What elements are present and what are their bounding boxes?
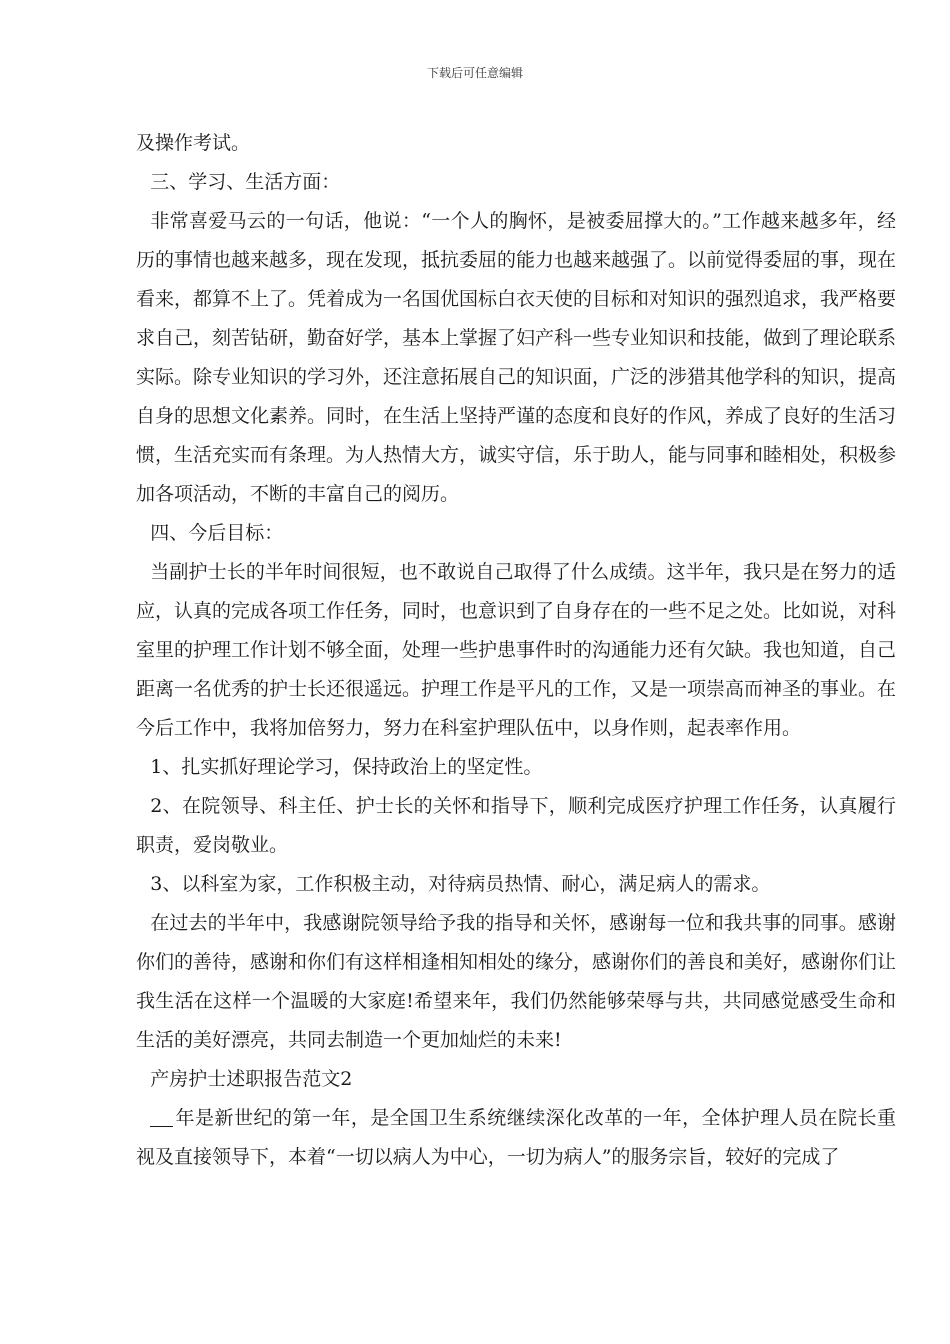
goal-item-2: 2、在院领导、科主任、护士长的关怀和指导下，顺利完成医疗护理工作任务，认真履行职责，爱岗敬业。 — [136, 795, 896, 856]
section-heading-study-life: 三、学习、生活方面： — [150, 171, 341, 193]
paragraph-study-life: 非常喜爱马云的一句话，他说：“一个人的胸怀，是被委屈撑大的。”工作越来越多年，经历的事情也越来越多，现在发现，抵抗委屈的能力也越来越强了。以前觉得委屈的事，现在看来，都算不上了。凭着成为一名国优国标白衣天使的目标和对知识的强烈追求，我严格要求自己，刻苦钻研，勤奋好学，基本上掌握了妇产科一些专业知识和技能，做到了理论联系实际。除专业知识的学习外，还注意拓展自己的知识面，广泛的涉猎其他学科的知识，提高自身的思想文化素养。同时，在生活上坚持严谨的态度和良好的作风，养成了良好的生活习惯，生活充实而有条理。为人热情大方，诚实守信，乐于助人，能与同事和睦相处，积极参加各项活动，不断的丰富自己的阅历。 — [136, 210, 897, 505]
page-header: 下载后可任意编辑 — [426, 66, 523, 80]
goal-item-3: 3、以科室为家，工作积极主动，对待病员热情、耐心，满足病人的需求。 — [150, 873, 771, 895]
paragraph-future-goals: 当副护士长的半年时间很短，也不敢说自己取得了什么成绩。这半年，我只是在努力的适应，认真的完成各项工作任务，同时，也意识到了自身存在的一些不足之处。比如说，对科室里的护理工作计划不够全面，处理一些护患事件时的沟通能力还有欠缺。我也知道，自己距离一名优秀的护士长还很遥远。护理工作是平凡的工作，又是一项崇高而神圣的事业。在今后工作中，我将加倍努力，努力在科室护理队伍中，以身作则，起表率作用。 — [136, 561, 897, 739]
goal-item-1: 1、扎实抓好理论学习，保持政治上的坚定性。 — [150, 756, 543, 778]
blank-underline — [150, 1107, 173, 1127]
paragraph-1: 及操作考试。 — [136, 132, 251, 154]
paragraph-report-2-intro — [136, 1099, 896, 1177]
section-heading-future-goals: 四、今后目标： — [150, 522, 284, 544]
document-body — [136, 124, 896, 1177]
paragraph-report-2-text: 年是新世纪的第一年，是全国卫生系统继续深化改革的一年，全体护理人员在院长重视及直接领导下，本着“一切以病人为中心，一切为病人”的服务宗旨，较好的完成了 — [136, 1107, 896, 1168]
paragraph-thanks: 在过去的半年中，我感谢院领导给予我的指导和关怀，感谢每一位和我共事的同事。感谢你们的善待，感谢和你们有这样相逢相知相处的缘分，感谢你们的善良和美好，感谢你们让我生活在这样一个温暖的大家庭!希望来年，我们仍然能够荣辱与共，共同感觉感受生命和生活的美好漂亮，共同去制造一个更加灿烂的未来! — [136, 912, 897, 1051]
document-subtitle: 产房护士述职报告范文2 — [150, 1068, 353, 1090]
